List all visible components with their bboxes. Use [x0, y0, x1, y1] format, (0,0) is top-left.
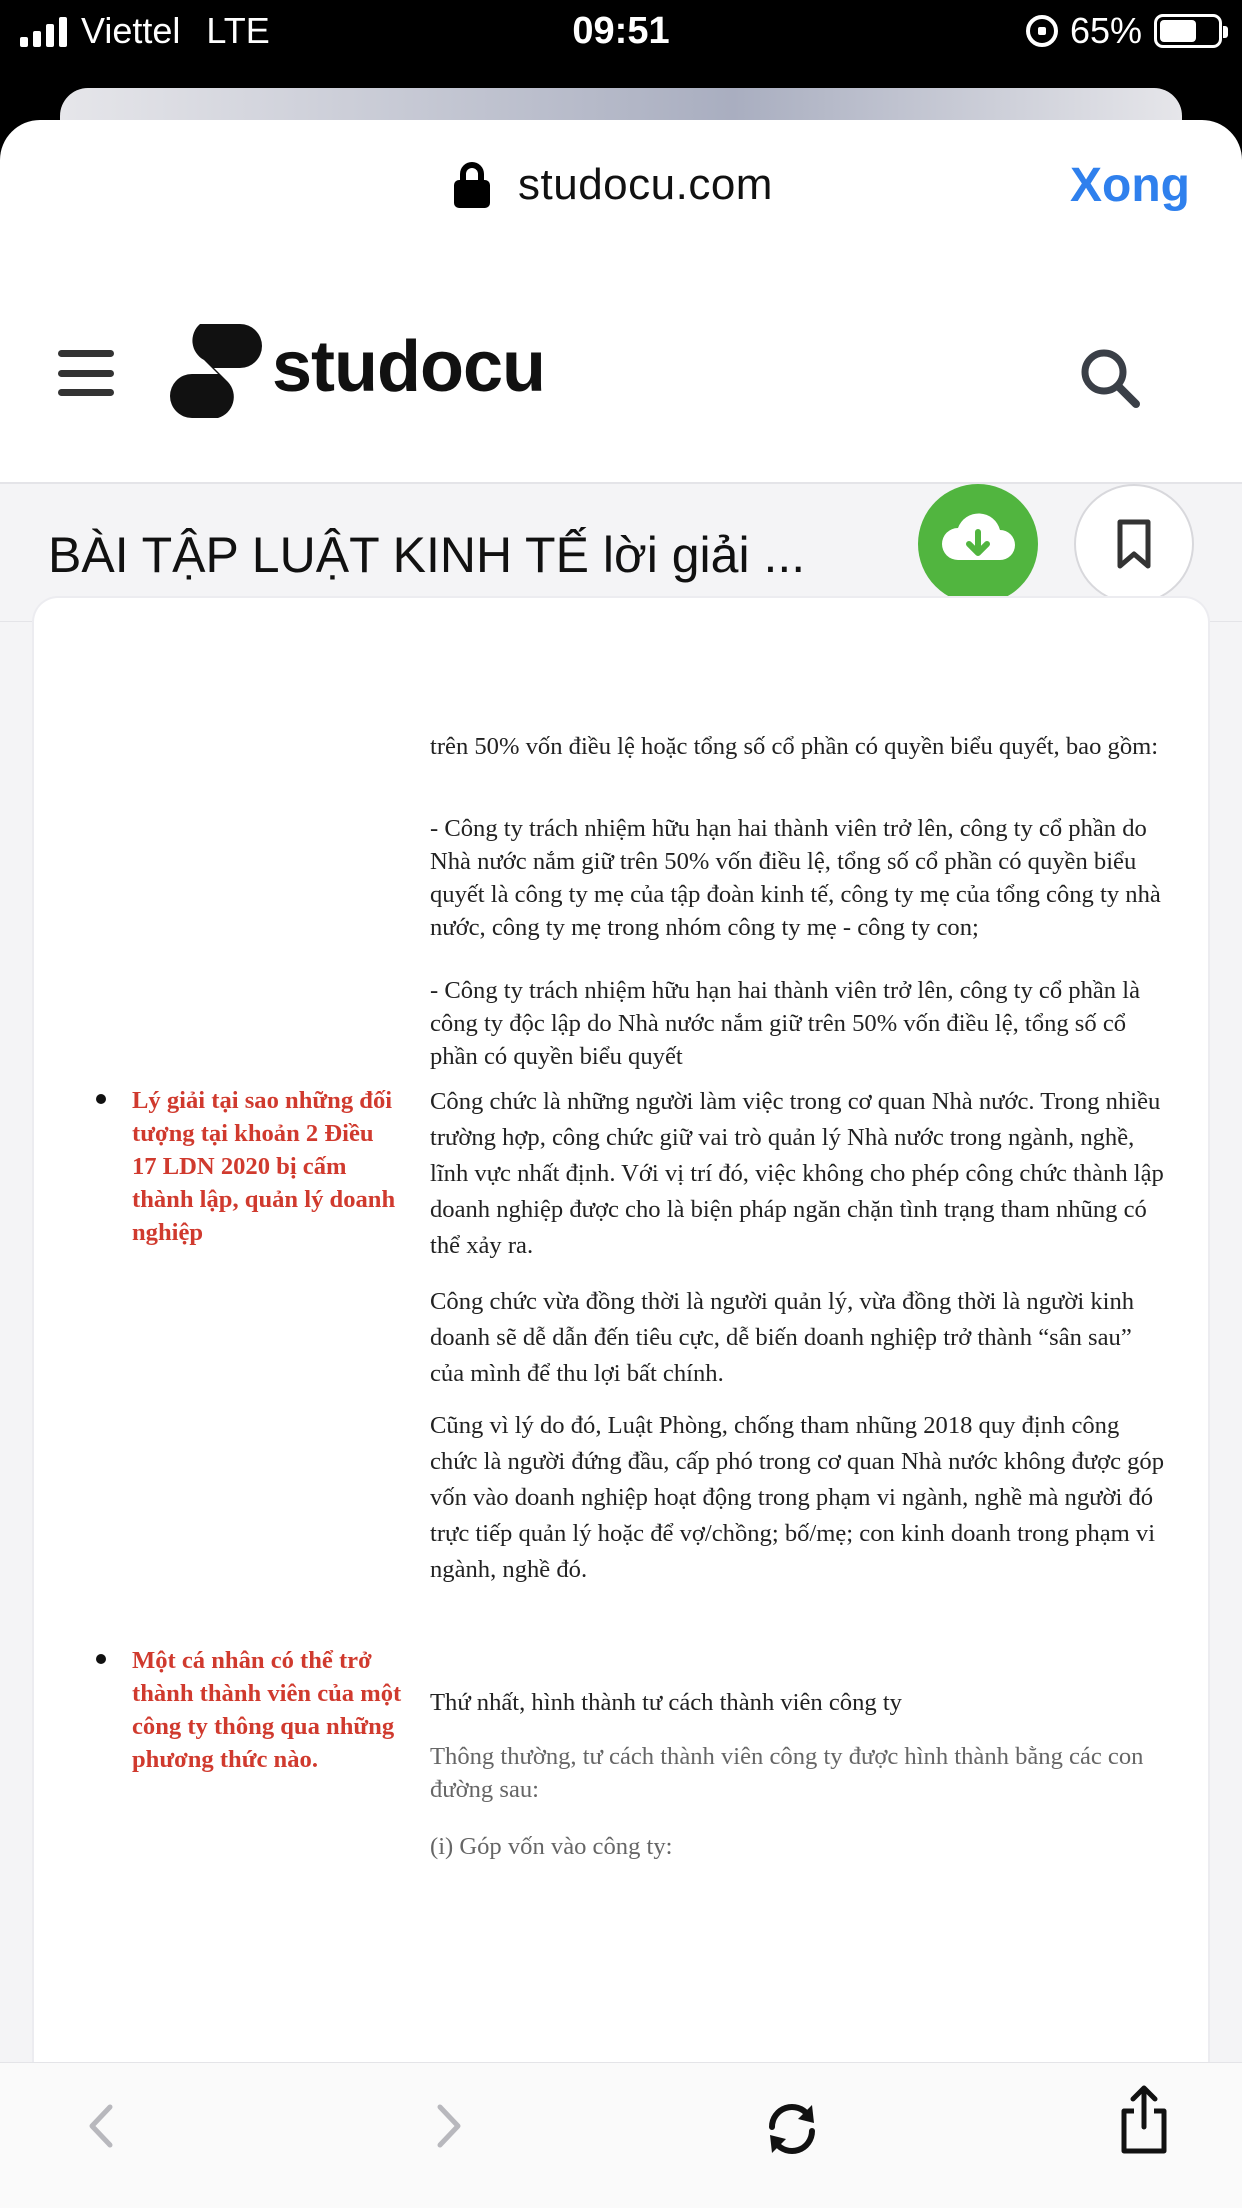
document-title: BÀI TẬP LUẬT KINH TẾ lời giải ...	[48, 527, 806, 583]
paragraph: (i) Góp vốn vào công ty:	[430, 1833, 673, 1860]
paragraph: Thông thường, tư cách thành viên công ty được hình thành bằng các con đường sau:	[430, 1743, 1144, 1803]
network-label: LTE	[206, 10, 270, 51]
search-icon[interactable]	[1078, 346, 1142, 410]
browser-toolbar	[0, 2062, 1242, 2208]
carrier-label: Viettel	[81, 10, 181, 51]
lock-icon	[454, 162, 490, 208]
chevron-right-icon[interactable]	[424, 2103, 470, 2149]
reload-icon[interactable]	[760, 2097, 824, 2161]
site-header	[0, 290, 1242, 480]
paragraph: Cũng vì lý do đó, Luật Phòng, chống tham nhũng 2018 quy định công chức là người đứng đầu, cấp phó trong cơ quan Nhà nước không được góp vốn vào doanh nghiệp hoạt động trong phạm vi ngành, nghề mà người đó trực tiếp quản lý hoặc để vợ/chồng; bố/mẹ; con kinh doanh trong phạm vi ngành, nghề đó.	[430, 1412, 1165, 1583]
bullet-icon	[96, 1654, 106, 1664]
cloud-download-icon	[918, 484, 1038, 604]
bookmark-button[interactable]	[1074, 484, 1194, 604]
browser-sheet	[0, 120, 1242, 2208]
battery-icon	[1154, 14, 1222, 48]
done-button[interactable]: Xong	[1070, 159, 1190, 212]
clock: 09:51	[572, 10, 670, 52]
paragraph: - Công ty trách nhiệm hữu hạn hai thành viên trở lên, công ty cổ phần là công ty độc lập do Nhà nước nắm giữ trên 50% vốn điều lệ, tổng số cổ phần có quyền biểu quyết	[430, 977, 1141, 1070]
share-icon[interactable]	[1116, 2083, 1172, 2155]
studocu-logo-icon[interactable]	[170, 324, 262, 418]
download-button[interactable]	[918, 484, 1038, 604]
hamburger-menu-icon[interactable]	[58, 350, 114, 396]
paragraph: Công chức vừa đồng thời là người quản lý, vừa đồng thời là người kinh doanh sẽ dễ dẫn đến tiêu cực, dễ biến doanh nghiệp trở thành “sân sau” của mình để thu lợi bất chính.	[430, 1288, 1135, 1387]
chevron-left-icon[interactable]	[80, 2103, 126, 2149]
paragraph: Thứ nhất, hình thành tư cách thành viên công ty	[430, 1689, 902, 1716]
question-heading: Một cá nhân có thể trở thành thành viên của một công ty thông qua những phương thức nào.	[132, 1647, 402, 1773]
status-bar	[0, 0, 1242, 62]
url-domain: studocu.com	[518, 160, 773, 209]
rotation-lock-icon	[1026, 15, 1058, 47]
url-bar	[0, 120, 1242, 250]
document-viewer[interactable]	[0, 622, 1242, 2208]
bullet-icon	[96, 1094, 106, 1104]
bookmark-icon	[1076, 486, 1192, 602]
paragraph: Công chức là những người làm việc trong cơ quan Nhà nước. Trong nhiều trường hợp, công chức giữ vai trò quản lý Nhà nước trong ngành, nghề, lĩnh vực nhất định. Với vị trí đó, việc không cho phép công chức thành lập doanh nghiệp được cho là biện pháp ngăn chặn tình trạng tham nhũng có thể xảy ra.	[430, 1088, 1164, 1259]
studocu-logo-text[interactable]: studocu	[272, 327, 545, 407]
battery-level	[1160, 20, 1196, 42]
paragraph: - Công ty trách nhiệm hữu hạn hai thành viên trở lên, công ty cổ phần do Nhà nước nắm giữ trên 50% vốn điều lệ, tổng số cổ phần có quyền biểu quyết là công ty mẹ của tập đoàn kinh tế, công ty mẹ của tổng công ty nhà nước, công ty mẹ trong nhóm công ty mẹ - công ty con;	[430, 815, 1161, 941]
question-heading: Lý giải tại sao những đối tượng tại khoản 2 Điều 17 LDN 2020 bị cấm thành lập, quản lý doanh nghiệp	[132, 1087, 396, 1246]
battery-percent: 65%	[1069, 10, 1142, 51]
document-page	[34, 598, 1208, 2208]
status-right	[1026, 10, 1222, 52]
paragraph: trên 50% vốn điều lệ hoặc tổng số cổ phần có quyền biểu quyết, bao gồm:	[430, 733, 1159, 760]
